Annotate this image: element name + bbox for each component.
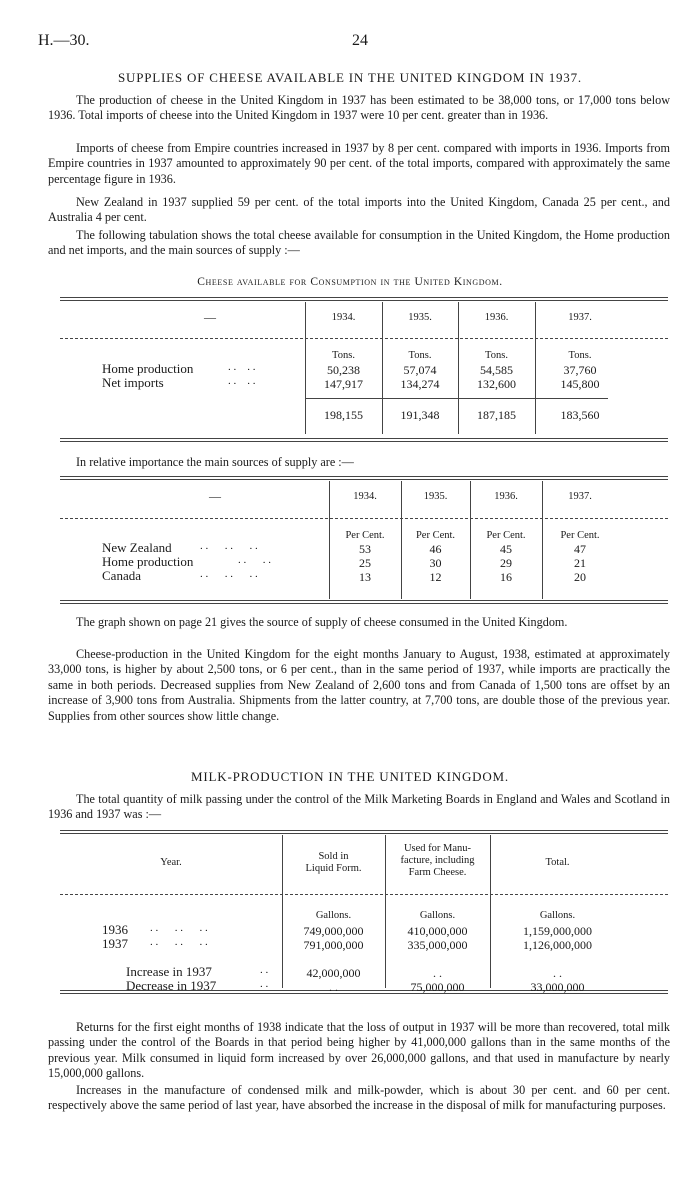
column-header: 1937. bbox=[568, 312, 592, 323]
cheese-section-title: SUPPLIES OF CHEESE AVAILABLE IN THE UNITED KINGDOM IN 1937. bbox=[118, 70, 582, 85]
table-rule bbox=[60, 338, 668, 339]
table-caption: Cheese available for Consumption in the United Kingdom. bbox=[197, 276, 503, 288]
table-cell: 30 bbox=[429, 556, 442, 570]
table-cell: 20 bbox=[574, 570, 586, 584]
table-rule bbox=[60, 518, 668, 519]
leader-dots: . . . . . . bbox=[150, 936, 208, 948]
cheese-paragraph: The following tabulation shows the total cheese available for consumption in the United Kingdom, the Home production and net imports, and the main sources of supply :— bbox=[48, 228, 670, 258]
leader-dots: . . bbox=[260, 964, 269, 976]
table-cell: 147,917 bbox=[324, 377, 363, 391]
table-cell: 1,159,000,000 bbox=[523, 924, 592, 938]
total-cell: 183,560 bbox=[560, 408, 600, 422]
stub-header-dash: — bbox=[204, 310, 216, 324]
column-header-manufacture: Used for Manu- bbox=[403, 843, 472, 854]
total-cell: 187,185 bbox=[477, 408, 516, 422]
row-label: 1937 bbox=[102, 936, 128, 951]
table-rule bbox=[60, 479, 668, 480]
table-cell: 50,238 bbox=[327, 363, 360, 377]
row-label: New Zealand bbox=[102, 540, 172, 555]
table-cell: 145,800 bbox=[560, 377, 600, 391]
page-number: 24 bbox=[352, 32, 368, 49]
leader-dots: . . . . bbox=[228, 361, 256, 373]
unit-label: Per Cent. bbox=[486, 530, 526, 541]
table-rule bbox=[60, 894, 668, 895]
column-header: 1937. bbox=[568, 491, 592, 502]
table-cell: 45 bbox=[500, 542, 512, 556]
table-cell: 791,000,000 bbox=[303, 938, 364, 952]
table-cell: . . bbox=[329, 980, 338, 994]
table-cell: 410,000,000 bbox=[407, 924, 468, 938]
table-cell: 1,126,000,000 bbox=[523, 938, 592, 952]
table-cell: 335,000,000 bbox=[407, 938, 468, 952]
leader-dots: . . . . . . bbox=[200, 540, 258, 552]
row-label: Net imports bbox=[102, 375, 164, 390]
unit-label: Per Cent. bbox=[415, 530, 456, 541]
table-rule bbox=[305, 398, 608, 399]
table-cell: 57,074 bbox=[403, 363, 437, 377]
table-cell: 42,000,000 bbox=[306, 966, 361, 980]
table-rule bbox=[60, 438, 668, 439]
unit-label: Per Cent. bbox=[560, 530, 600, 541]
column-header: 1934. bbox=[353, 491, 377, 502]
unit-label: Tons. bbox=[568, 350, 592, 361]
row-label: Decrease in 1937 bbox=[126, 978, 217, 993]
table-cell: 29 bbox=[500, 556, 512, 570]
column-header-manufacture: facture, including bbox=[400, 855, 475, 866]
milk-paragraph: Returns for the first eight months of 1938 indicate that the loss of output in 1937 will be more than recovered, total milk passing under the control of the Boards in that period being higher by 41,000,000 gallons than in the same months of the previous year. Milk consumed in liquid form increased by over 26,000,000 gallons, and that used in manufacture by nearly 15,000,000 gallons. bbox=[48, 1020, 670, 1081]
row-label: Increase in 1937 bbox=[126, 964, 212, 979]
total-cell: 198,155 bbox=[324, 408, 363, 422]
unit-label: Tons. bbox=[332, 350, 355, 361]
column-header-liquid: Sold in bbox=[318, 851, 349, 862]
table-cell: . . bbox=[433, 966, 442, 980]
cheese-paragraph: Imports of cheese from Empire countries increased in 1937 by 8 per cent. compared with imports in 1936. Imports from Empire countries in 1937 amounted to approximately 90 per cent. of the total imports, compared with approximately the same percentage figure in 1936. bbox=[48, 141, 670, 186]
document-reference: H.—30. bbox=[38, 32, 90, 49]
table-cell: 132,600 bbox=[477, 377, 516, 391]
milk-paragraph: Increases in the manufacture of condensed milk and milk-powder, which is about 30 per cent. and 60 per cent. respectively above the same period of last year, have absorbed the increase in the disposal of milk for manufacturing purposes. bbox=[48, 1083, 670, 1113]
leader-dots: . . . . bbox=[228, 375, 256, 387]
column-header-total: Total. bbox=[545, 857, 570, 868]
table-cell: 134,274 bbox=[400, 377, 440, 391]
unit-label: Tons. bbox=[408, 350, 432, 361]
unit-label: Gallons. bbox=[315, 910, 352, 921]
unit-label: Gallons. bbox=[419, 910, 456, 921]
table-rule bbox=[60, 300, 668, 301]
table-intro: In relative importance the main sources of supply are :— bbox=[76, 455, 354, 469]
total-cell: 191,348 bbox=[400, 408, 440, 422]
leader-dots: . . bbox=[260, 978, 269, 990]
table-rule bbox=[60, 833, 668, 834]
column-header: 1936. bbox=[494, 491, 518, 502]
table-cell: 54,585 bbox=[480, 363, 513, 377]
table-cell: 47 bbox=[574, 542, 586, 556]
cheese-paragraph: The production of cheese in the United Kingdom in 1937 has been estimated to be 38,000 tons, or 17,000 tons below 1936. Total imports of cheese into the United Kingdom in 1937 were 10 per cent. greater than in 1936. bbox=[48, 93, 670, 123]
milk-section-title: MILK-PRODUCTION IN THE UNITED KINGDOM. bbox=[191, 769, 509, 784]
column-header: 1935. bbox=[408, 312, 432, 323]
row-label: Canada bbox=[102, 568, 141, 583]
table-cell: 33,000,000 bbox=[530, 980, 585, 994]
column-header: 1935. bbox=[423, 491, 448, 502]
row-label: Home production bbox=[102, 361, 194, 376]
stub-header-dash: — bbox=[209, 489, 221, 503]
table-cell: 13 bbox=[359, 570, 371, 584]
table-cell: 16 bbox=[500, 570, 512, 584]
table-cell: . . bbox=[553, 966, 562, 980]
table-cell: 46 bbox=[429, 542, 442, 556]
table-cell: 21 bbox=[574, 556, 586, 570]
column-header: 1934. bbox=[331, 312, 356, 323]
table-rule bbox=[60, 600, 668, 601]
cheese-paragraph: Cheese-production in the United Kingdom for the eight months January to August, 1938, estimated at approximately 33,000 tons, is higher by about 2,500 tons, or 6 per cent., than in the same period of 1937, while imports are practically the same in both periods. Decreased supplies from New Zealand of 2,600 tons and from Canada of 1,500 tons are offset by an increase of 3,900 tons from Australia. Shipments from the latter country, at 7,700 tons, are double those of the previous year. Supplies from other sources show little change. bbox=[48, 647, 670, 723]
row-label: Home production bbox=[102, 554, 194, 569]
unit-label: Gallons. bbox=[539, 910, 576, 921]
column-header-year: Year. bbox=[160, 857, 182, 868]
leader-dots: . . . . . . bbox=[150, 922, 208, 934]
leader-dots: . . . . . . bbox=[200, 568, 258, 580]
table-rule bbox=[60, 830, 668, 831]
column-header-liquid: Liquid Form. bbox=[305, 863, 362, 874]
leader-dots: . . . . bbox=[238, 554, 271, 566]
table-cell: 749,000,000 bbox=[303, 924, 364, 938]
cheese-paragraph: The graph shown on page 21 gives the source of supply of cheese consumed in the United Kingdom. bbox=[76, 615, 568, 629]
table-rule bbox=[60, 476, 668, 477]
table-cell: 53 bbox=[359, 542, 371, 556]
column-header: 1936. bbox=[484, 312, 509, 323]
table-cell: 25 bbox=[359, 556, 371, 570]
cheese-paragraph: New Zealand in 1937 supplied 59 per cent. of the total imports into the United Kingdom, Canada 25 per cent., and Australia 4 per cent. bbox=[48, 195, 670, 225]
unit-label: Tons. bbox=[485, 350, 508, 361]
table-cell: 75,000,000 bbox=[410, 980, 465, 994]
row-label: 1936 bbox=[102, 922, 128, 937]
table-rule bbox=[60, 297, 668, 298]
table-rule bbox=[60, 603, 668, 604]
table-cell: 12 bbox=[429, 570, 442, 584]
table-cell: 37,760 bbox=[563, 363, 597, 377]
column-header-manufacture: Farm Cheese. bbox=[408, 867, 467, 878]
unit-label: Per Cent. bbox=[345, 530, 385, 541]
milk-intro: The total quantity of milk passing under the control of the Milk Marketing Boards in England and Wales and Scotland in 1936 and 1937 was :— bbox=[48, 792, 670, 822]
table-rule bbox=[60, 441, 668, 442]
